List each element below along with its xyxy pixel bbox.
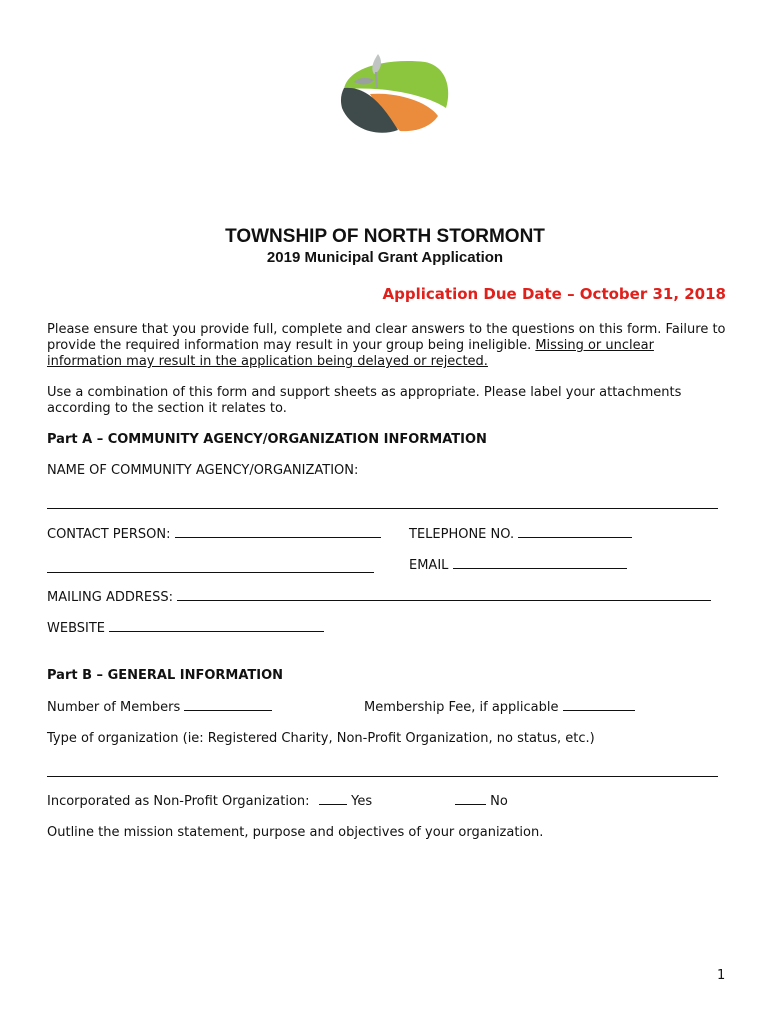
part-b-heading: Part B – GENERAL INFORMATION [47,668,284,683]
due-date: Application Due Date – October 31, 2018 [382,285,726,303]
contact-field[interactable] [175,537,381,538]
yes-option [319,794,372,810]
email-row [409,558,627,574]
org-name-label: NAME OF COMMUNITY AGENCY/ORGANIZATION: [47,463,359,478]
fee-label: Membership Fee, if applicable [364,700,559,715]
fee-row [364,700,635,716]
contact-row [47,527,381,543]
contact-label: CONTACT PERSON: [47,527,171,542]
part-a-heading: Part A – COMMUNITY AGENCY/ORGANIZATION INFORMATION [47,432,487,447]
telephone-row [409,527,632,543]
intro-paragraph-2: Use a combination of this form and support sheets as appropriate. Please label your attachments according to the section it relates to. [47,385,682,416]
no-label: No [490,794,508,809]
email-field[interactable] [453,568,627,569]
mission-label: Outline the mission statement, purpose and objectives of your organization. [47,825,544,840]
page-number: 1 [717,968,726,983]
org-type-label: Type of organization (ie: Registered Charity, Non-Profit Organization, no status, etc.) [47,731,595,746]
mailing-row [47,590,711,606]
yes-field[interactable] [319,804,347,805]
org-name-field[interactable] [47,508,718,509]
mailing-label: MAILING ADDRESS: [47,590,173,605]
members-row [47,700,272,716]
intro-paragraph-1 [47,322,727,370]
contact-extra-field[interactable] [47,572,374,573]
intro-text: Please ensure that you provide full, complete and clear answers to the questions on this form. Failure to provide the required information may result in your group being ineligible. [47,322,726,353]
no-option [455,794,508,810]
document-subtitle: 2019 Municipal Grant Application [266,249,504,266]
mailing-field[interactable] [177,600,711,601]
org-type-field[interactable] [47,776,718,777]
incorporated-label: Incorporated as Non-Profit Organization: [47,794,310,809]
members-field[interactable] [184,710,272,711]
sprout-logo-icon [330,44,458,138]
fee-field[interactable] [563,710,635,711]
no-field[interactable] [455,804,486,805]
members-label: Number of Members [47,700,181,715]
document-title: TOWNSHIP OF NORTH STORMONT [225,226,545,247]
email-label: EMAIL [409,558,449,573]
website-field[interactable] [109,631,324,632]
telephone-label: TELEPHONE NO. [409,527,515,542]
yes-label: Yes [351,794,373,809]
website-row [47,621,324,637]
website-label: WEBSITE [47,621,105,636]
telephone-field[interactable] [518,537,632,538]
intro-warning: Missing or unclear information may result in the application being delayed or rejected. [47,338,654,369]
